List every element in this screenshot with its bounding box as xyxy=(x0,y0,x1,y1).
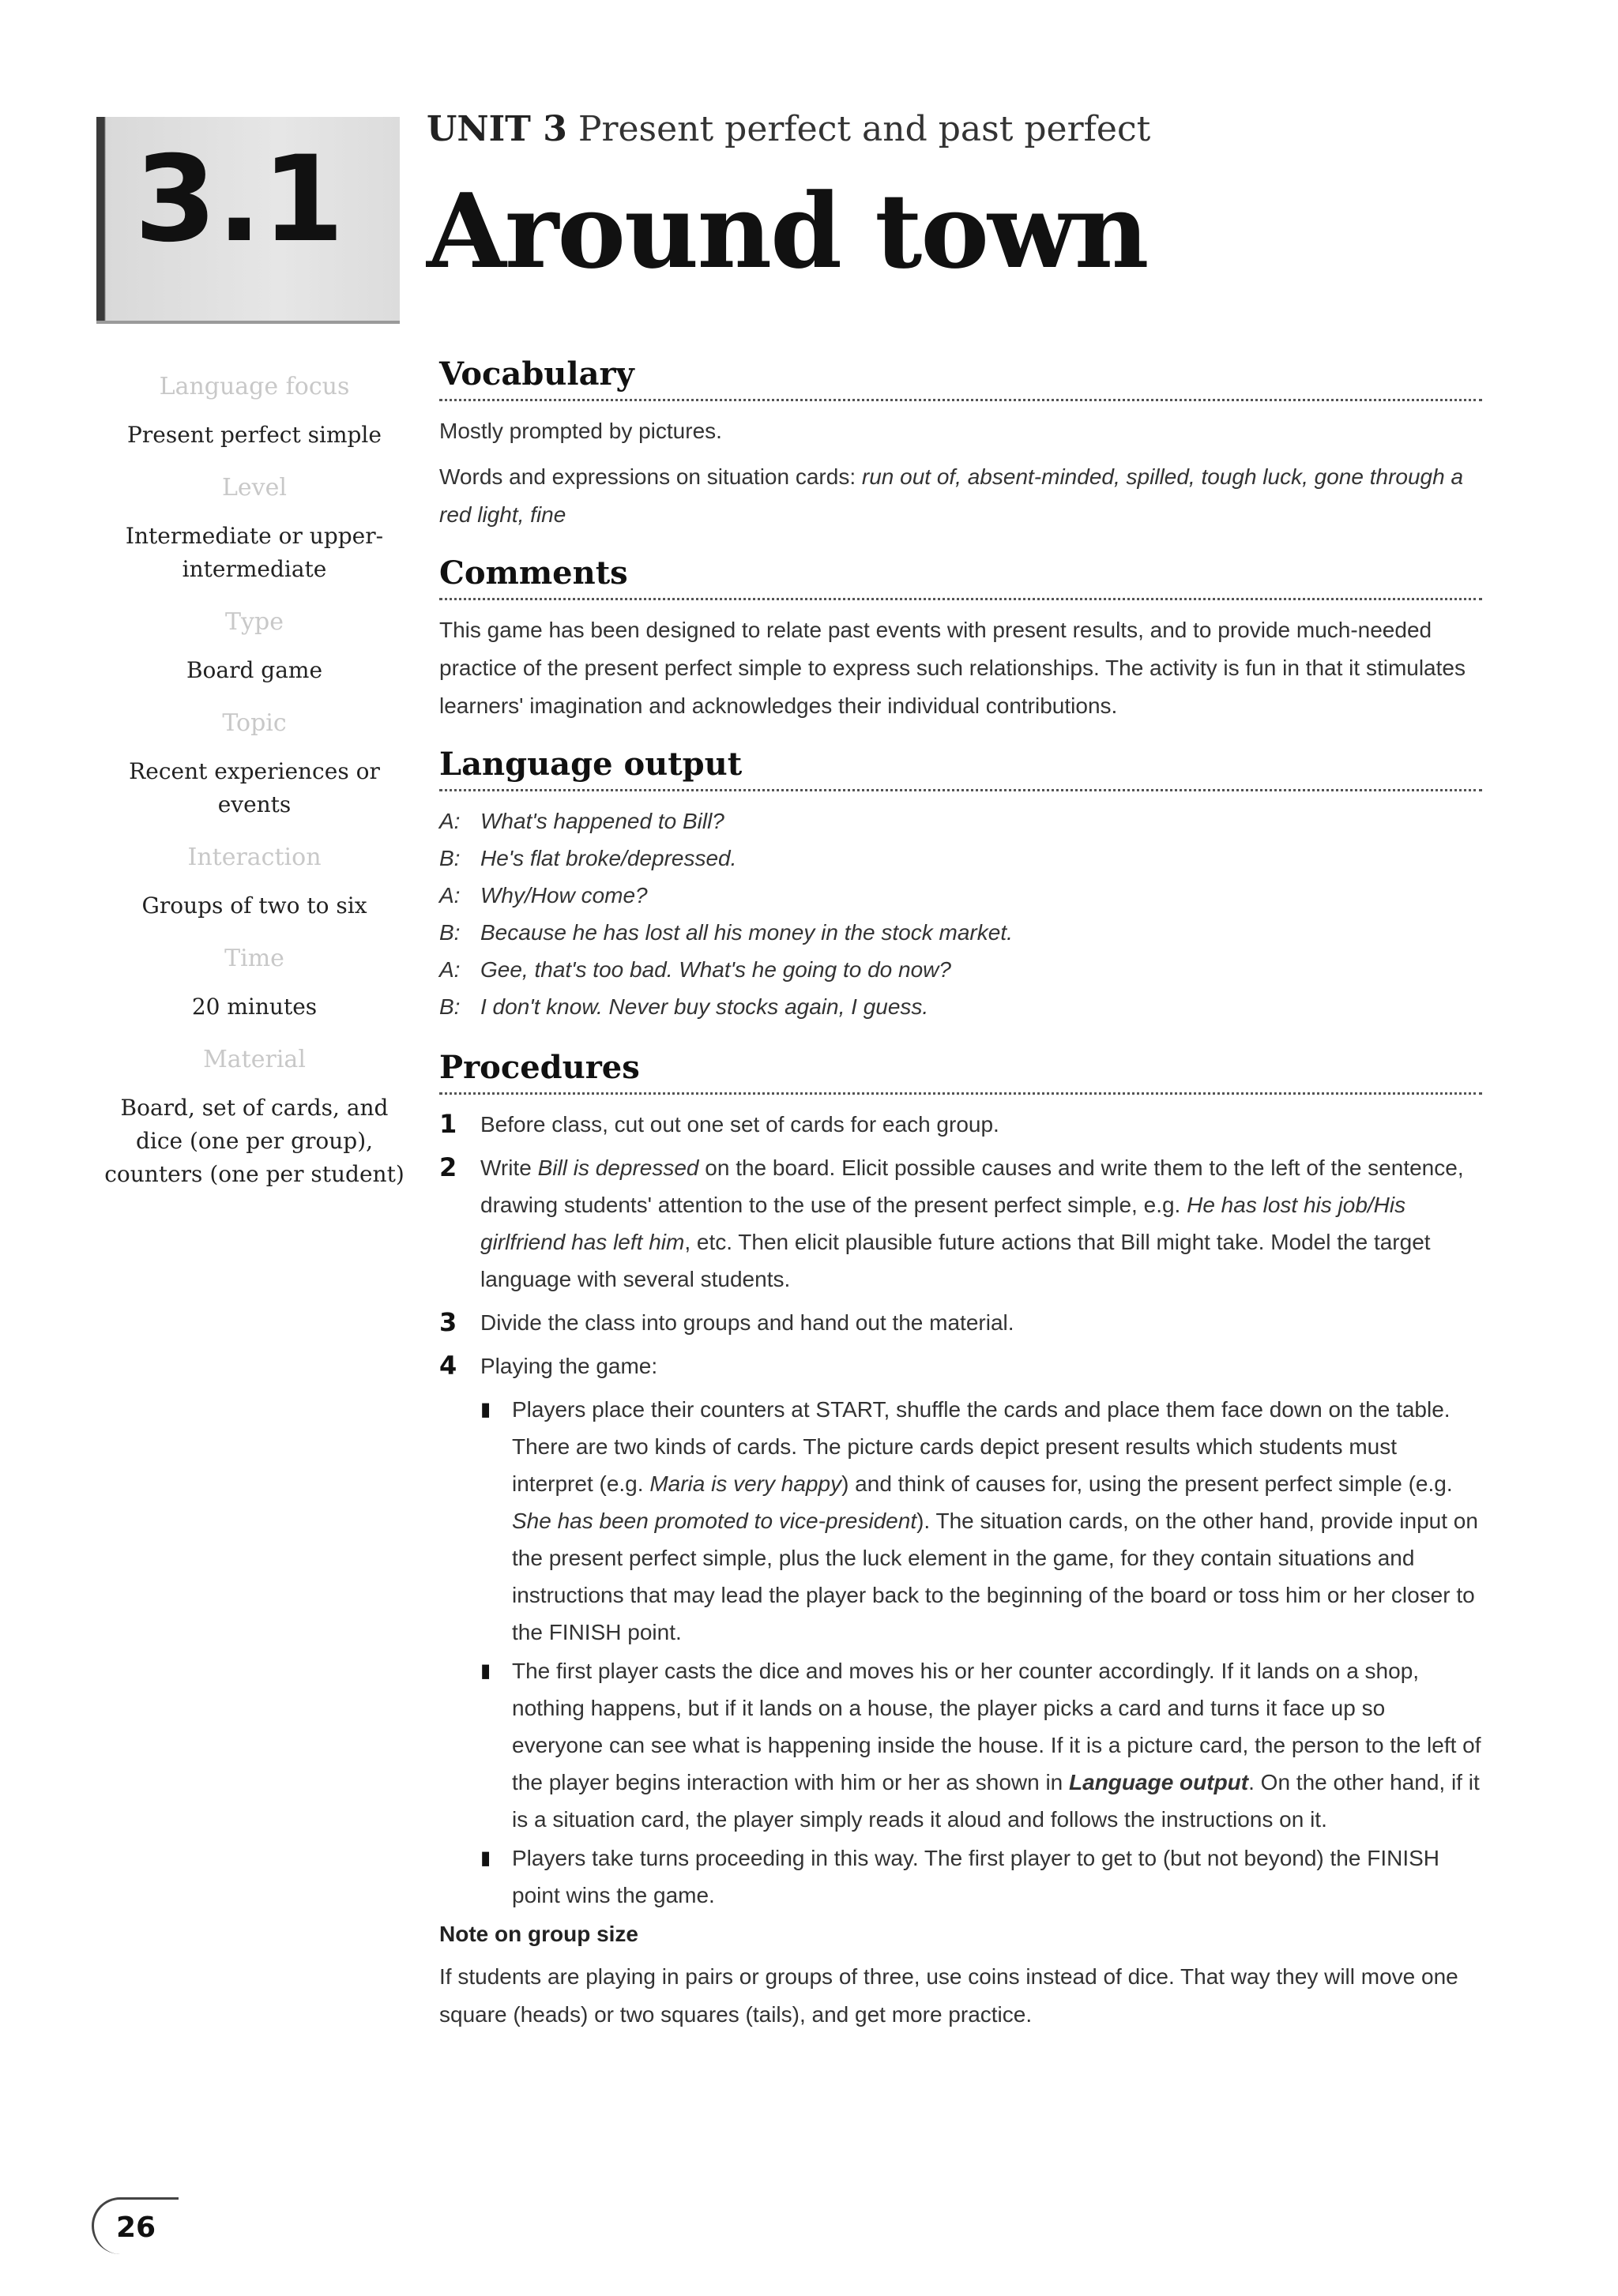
dialogue xyxy=(439,802,1482,1025)
procedure-step xyxy=(439,1106,1482,1143)
vocabulary-line-2-prefix: Words and expressions on situation cards: xyxy=(439,464,862,489)
step-text: Write Bill is depressed on the board. Elicit possible causes and write them to the left of the sentence, drawing students' attention to the use of the present perfect simple, e.g. He has lost his job/His girlfriend has left him, etc. Then elicit plausible future actions that Bill might take. Model the target language with several students. xyxy=(480,1156,1464,1291)
step-number: 2 xyxy=(439,1152,457,1182)
dialogue-text: Why/How come? xyxy=(480,883,648,908)
list-item xyxy=(480,1652,1482,1838)
dialogue-speaker: A: xyxy=(439,809,461,833)
step-number: 3 xyxy=(439,1307,457,1337)
main-content xyxy=(439,355,1482,2042)
sidebar-heading-language-focus: Language focus xyxy=(159,373,350,400)
comments-heading: Comments xyxy=(439,554,1482,600)
unit-label xyxy=(427,109,1150,149)
step-text: Before class, cut out one set of cards for each group. xyxy=(480,1112,999,1137)
sidebar-value-language-focus: Present perfect simple xyxy=(127,422,382,448)
dialogue-text: Because he has lost all his money in the stock market. xyxy=(480,920,1013,945)
page-number: 26 xyxy=(92,2197,179,2254)
dialogue-line xyxy=(439,840,1482,877)
language-output-heading: Language output xyxy=(439,746,1482,791)
note-heading: Note on group size xyxy=(439,1922,638,1946)
dialogue-line xyxy=(439,951,1482,988)
step-text: Divide the class into groups and hand out the material. xyxy=(480,1310,1014,1335)
sidebar-value-topic: Recent experiences or events xyxy=(129,758,380,817)
dialogue-speaker: B: xyxy=(439,994,461,1019)
sidebar-value-level: Intermediate or upper-intermediate xyxy=(125,523,384,582)
sidebar-value-material: Board, set of cards, and dice (one per group), counters (one per student) xyxy=(104,1095,404,1187)
bullet-text: Players take turns proceeding in this way. The first player to get to (but not beyond) the FINISH point wins the game. xyxy=(512,1846,1439,1907)
dialogue-text: What's happened to Bill? xyxy=(480,809,724,833)
sidebar-heading-time: Time xyxy=(224,945,284,972)
dialogue-line xyxy=(439,914,1482,951)
dialogue-speaker: B: xyxy=(439,846,461,870)
sidebar-heading-interaction: Interaction xyxy=(187,844,322,871)
page-title: Around town xyxy=(427,171,1148,291)
dialogue-line xyxy=(439,802,1482,840)
vocabulary-line-1: Mostly prompted by pictures. xyxy=(439,419,722,443)
dialogue-text: I don't know. Never buy stocks again, I guess. xyxy=(480,994,929,1019)
game-rules-list xyxy=(480,1391,1482,1914)
unit-label-text: Present perfect and past perfect xyxy=(566,109,1151,149)
comments-text: This game has been designed to relate past events with present results, and to provide much-needed practice of the present perfect simple to express such relationships. The activity is fun in that it stimulates learners' imagination and acknowledges their individual contributions. xyxy=(439,618,1466,718)
unit-number: 3.1 xyxy=(134,131,344,269)
sidebar-heading-topic: Topic xyxy=(222,709,287,737)
sidebar-heading-type: Type xyxy=(225,608,284,636)
bullet-icon: ▮ xyxy=(480,1399,491,1420)
procedure-step xyxy=(439,1149,1482,1298)
dialogue-text: He's flat broke/depressed. xyxy=(480,846,737,870)
sidebar-value-interaction: Groups of two to six xyxy=(141,892,367,919)
dialogue-speaker: B: xyxy=(439,920,461,945)
dialogue-speaker: A: xyxy=(439,883,461,908)
procedure-steps xyxy=(439,1106,1482,1385)
dialogue-speaker: A: xyxy=(439,957,461,982)
procedure-step xyxy=(439,1304,1482,1341)
procedures-heading: Procedures xyxy=(439,1049,1482,1095)
list-item xyxy=(480,1839,1482,1914)
dialogue-text: Gee, that's too bad. What's he going to do now? xyxy=(480,957,951,982)
sidebar-heading-material: Material xyxy=(203,1046,306,1073)
sidebar-heading-level: Level xyxy=(222,474,287,502)
bullet-text: The first player casts the dice and moves his or her counter accordingly. If it lands on a shop, nothing happens, but if it lands on a house, the player picks a card and turns it face up so everyone can see what is happening inside the house. If it is a picture card, the person to the left of the player begins interaction with him or her as shown in Language output. On the other hand, if it is a situation card, the player simply reads it aloud and follows the instructions on it. xyxy=(512,1659,1481,1832)
step-text: Playing the game: xyxy=(480,1354,658,1378)
sidebar-value-type: Board game xyxy=(186,657,323,683)
note-text: If students are playing in pairs or groups of three, use coins instead of dice. That way they will move one square (heads) or two squares (tails), and get more practice. xyxy=(439,1964,1458,2027)
unit-label-bold: UNIT 3 xyxy=(427,109,567,149)
sidebar-value-time: 20 minutes xyxy=(191,994,318,1020)
list-item xyxy=(480,1391,1482,1651)
vocabulary-line-2 xyxy=(439,458,1482,534)
bullet-text: Players place their counters at START, shuffle the cards and place them face down on the table. There are two kinds of cards. The picture cards depict present results which students must interpret (e.g. Maria is very happy) and think of causes for, using the present perfect simple (e.g. She has been promoted to vice-president). The situation cards, on the other hand, provide input on the present perfect simple, plus the luck element in the game, for they contain situations and instructions that may lead the player back to the beginning of the board or toss him or her closer to the FINISH point. xyxy=(512,1397,1478,1644)
vocabulary-word-list: run out of, absent-minded, spilled, tough luck, gone through a red light, fine xyxy=(439,464,1464,527)
step-number: 4 xyxy=(439,1351,457,1381)
bullet-icon: ▮ xyxy=(480,1660,491,1682)
activity-info-sidebar xyxy=(104,371,404,1212)
bullet-icon: ▮ xyxy=(480,1847,491,1869)
step-number: 1 xyxy=(439,1109,457,1139)
dialogue-line xyxy=(439,877,1482,914)
vocabulary-heading: Vocabulary xyxy=(439,355,1482,401)
procedure-step xyxy=(439,1347,1482,1385)
dialogue-line xyxy=(439,988,1482,1025)
